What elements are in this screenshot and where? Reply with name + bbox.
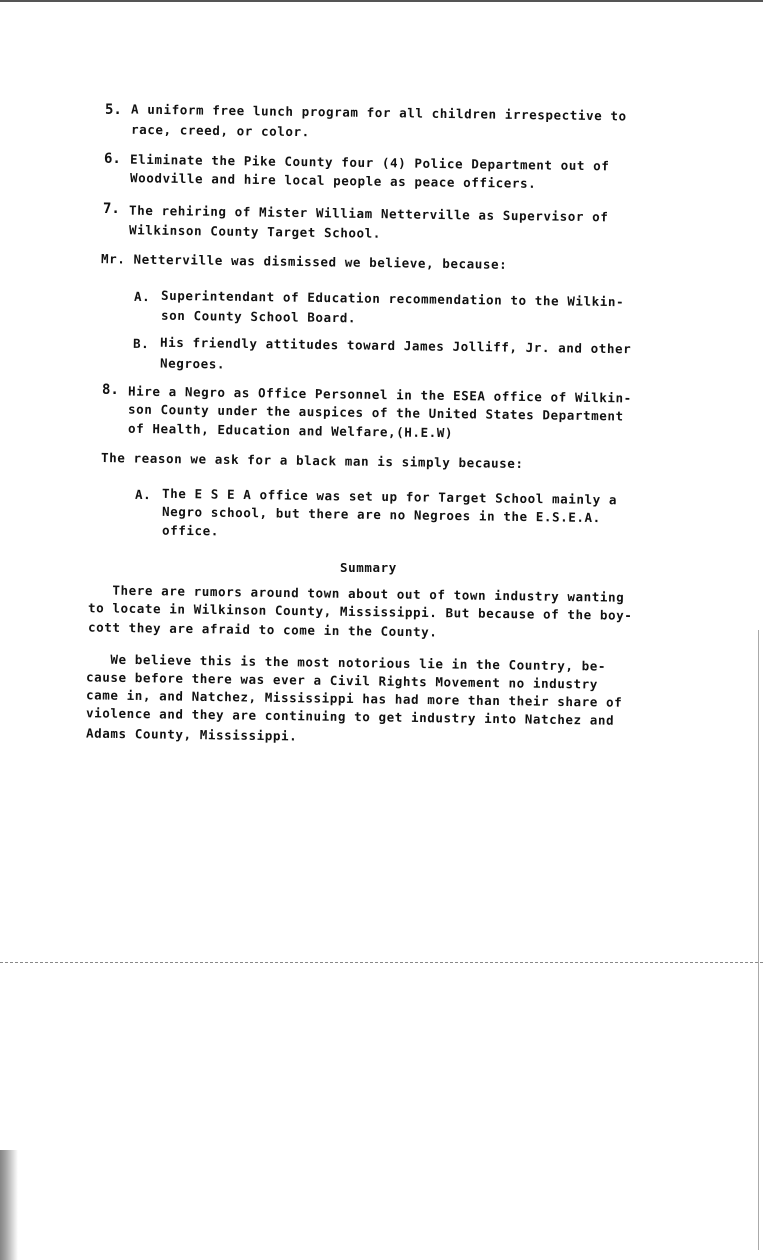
page-right-edge — [758, 630, 759, 1250]
item-7-line-1: The rehiring of Mister William Netterville as Supervisor of — [128, 202, 609, 225]
reason-intro: The reason we ask for a black man is simply because: — [100, 450, 524, 471]
item-8-line-2: son County under the auspices of the United States Department — [127, 401, 624, 424]
esea-reason-line-3: office. — [161, 522, 219, 539]
item-5-line-2: race, creed, or color. — [130, 121, 310, 140]
summary-p1-line-2: to locate in Wilkinson County, Mississippi. But because of the boy- — [87, 600, 633, 623]
page-scan-shadow — [0, 1150, 18, 1260]
item-6-line-2: Woodville and hire local people as peace officers. — [129, 170, 537, 191]
netterville-intro: Mr. Netterville was dismissed we believe, because: — [100, 251, 508, 272]
item-6-number: 6. — [104, 151, 121, 167]
item-5-number: 5. — [105, 102, 122, 118]
item-7-number: 7. — [103, 201, 120, 217]
summary-p1-line-1: There are rumors around town about out of town industry wanting — [87, 582, 625, 605]
esea-reason-line-2: Negro school, but there are no Negroes in the E.S.E.A. — [161, 503, 601, 526]
netterville-reason-b-line-2: Negroes. — [159, 355, 226, 372]
netterville-reason-b-letter: B. — [132, 335, 150, 352]
netterville-reason-a-line-1: Superintendant of Education recommendation to the Wilkin- — [160, 287, 625, 310]
page-fold-line — [0, 962, 763, 963]
item-8-line-1: Hire a Negro as Office Personnel in the ESEA office of Wilkin- — [127, 383, 632, 406]
netterville-reason-a-letter: A. — [133, 288, 151, 305]
netterville-reason-b-line-1: His friendly attitudes toward James Jolliff, Jr. and other — [159, 334, 632, 357]
item-6-line-1: Eliminate the Pike County four (4) Police Department out of — [129, 151, 610, 174]
summary-p2-line-1: We believe this is the most notorious lie in the Country, be- — [85, 651, 607, 674]
esea-reason-letter: A. — [134, 486, 152, 503]
summary-p1-line-3: cott they are afraid to come in the County. — [87, 619, 438, 640]
summary-p2-line-4: violence and they are continuing to get industry into Natchez and — [85, 705, 615, 728]
item-7-line-2: Wilkinson County Target School. — [128, 222, 381, 241]
netterville-reason-a-line-2: son County School Board. — [160, 307, 357, 326]
summary-p2-line-2: cause before there was ever a Civil Rights Movement no industry — [85, 669, 599, 692]
item-8-number: 8. — [102, 382, 119, 398]
summary-p2-line-3: came in, and Natchez, Mississippi has had more than their share of — [85, 687, 623, 710]
item-8-line-3: of Health, Education and Welfare,(H.E.W) — [127, 420, 454, 441]
summary-heading: Summary — [340, 560, 397, 575]
summary-p2-line-5: Adams County, Mississippi. — [85, 725, 298, 744]
page-top-edge — [0, 0, 763, 7]
item-5-line-1: A uniform free lunch program for all children irrespective to — [130, 101, 627, 124]
esea-reason-line-1: The E S E A office was set up for Target School mainly a — [161, 485, 618, 508]
